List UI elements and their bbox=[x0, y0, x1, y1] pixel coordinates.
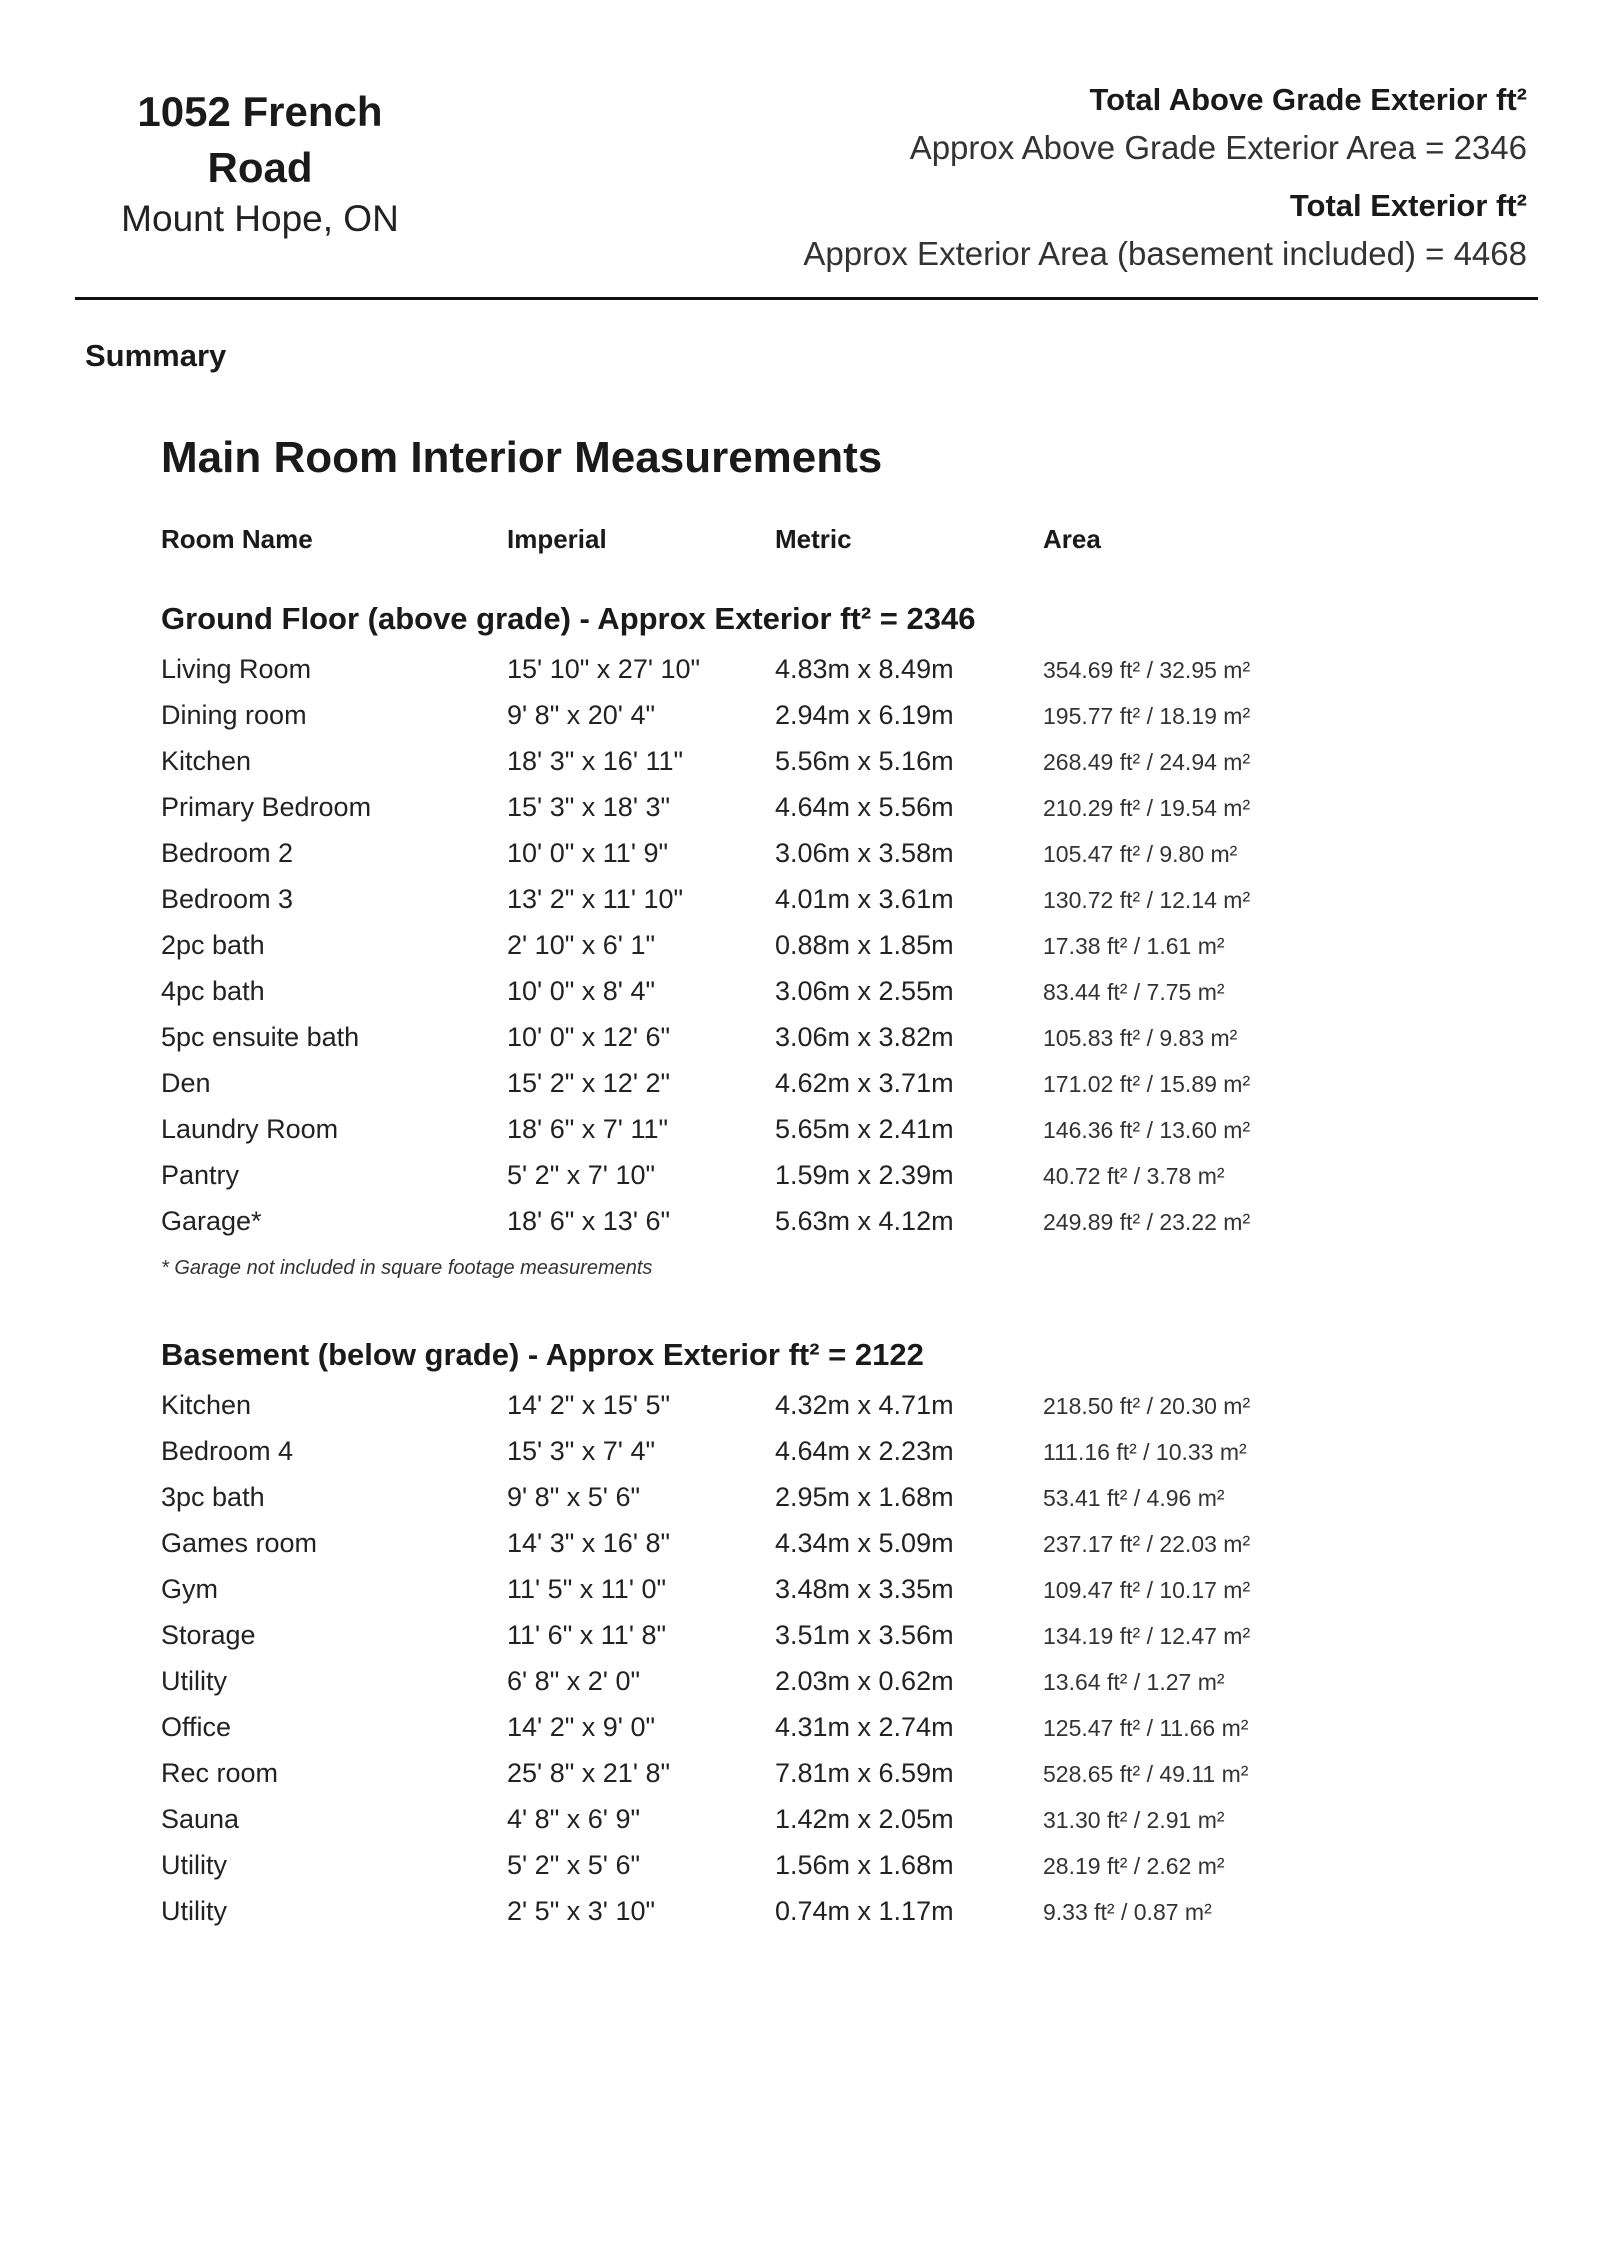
room-area: 109.47 ft² / 10.17 m² bbox=[1043, 1577, 1251, 1603]
imperial-dimensions: 2' 5" x 3' 10" bbox=[507, 1896, 656, 1926]
imperial-dimensions: 9' 8" x 20' 4" bbox=[507, 700, 656, 730]
room-area: 354.69 ft² / 32.95 m² bbox=[1043, 657, 1251, 683]
metric-dimensions: 4.64m x 5.56m bbox=[775, 792, 954, 822]
table-row bbox=[161, 1428, 1411, 1474]
room-name: Pantry bbox=[161, 1160, 240, 1190]
imperial-dimensions: 9' 8" x 5' 6" bbox=[507, 1482, 641, 1512]
room-name: Living Room bbox=[161, 654, 312, 684]
metric-dimensions: 1.42m x 2.05m bbox=[775, 1804, 954, 1834]
room-area: 528.65 ft² / 49.11 m² bbox=[1043, 1761, 1249, 1787]
imperial-dimensions: 18' 3" x 16' 11" bbox=[507, 746, 684, 776]
header-divider bbox=[75, 297, 1538, 300]
address-street: 1052 French Road bbox=[137, 88, 383, 191]
metric-dimensions: 5.65m x 2.41m bbox=[775, 1114, 954, 1144]
section-title: Basement (below grade) - Approx Exterior ft² = 2122 bbox=[161, 1337, 924, 1372]
room-area: 13.64 ft² / 1.27 m² bbox=[1043, 1669, 1225, 1695]
metric-dimensions: 4.83m x 8.49m bbox=[775, 654, 954, 684]
imperial-dimensions: 14' 3" x 16' 8" bbox=[507, 1528, 671, 1558]
area-totals bbox=[803, 76, 1527, 288]
room-area: 125.47 ft² / 11.66 m² bbox=[1043, 1715, 1249, 1741]
imperial-dimensions: 10' 0" x 12' 6" bbox=[507, 1022, 671, 1052]
imperial-dimensions: 10' 0" x 11' 9" bbox=[507, 838, 669, 868]
col-metric: Metric bbox=[775, 524, 852, 554]
table-row bbox=[161, 1060, 1411, 1106]
room-name: Office bbox=[161, 1712, 232, 1742]
table-row bbox=[161, 1704, 1411, 1750]
metric-dimensions: 4.32m x 4.71m bbox=[775, 1390, 954, 1420]
table-row bbox=[161, 738, 1411, 784]
room-area: 31.30 ft² / 2.91 m² bbox=[1043, 1807, 1225, 1833]
table-row bbox=[161, 1014, 1411, 1060]
metric-dimensions: 2.03m x 0.62m bbox=[775, 1666, 954, 1696]
metric-dimensions: 1.56m x 1.68m bbox=[775, 1850, 954, 1880]
room-name: 2pc bath bbox=[161, 930, 265, 960]
column-headers bbox=[161, 516, 1411, 562]
imperial-dimensions: 10' 0" x 8' 4" bbox=[507, 976, 656, 1006]
metric-dimensions: 1.59m x 2.39m bbox=[775, 1160, 954, 1190]
room-name: Kitchen bbox=[161, 746, 252, 776]
metric-dimensions: 4.31m x 2.74m bbox=[775, 1712, 954, 1742]
room-name: 3pc bath bbox=[161, 1482, 265, 1512]
table-row bbox=[161, 1152, 1411, 1198]
table-row bbox=[161, 1842, 1411, 1888]
table-row bbox=[161, 1382, 1411, 1428]
imperial-dimensions: 18' 6" x 7' 11" bbox=[507, 1114, 669, 1144]
room-name: Bedroom 4 bbox=[161, 1436, 294, 1466]
metric-dimensions: 5.63m x 4.12m bbox=[775, 1206, 954, 1236]
table-row bbox=[161, 1612, 1411, 1658]
metric-dimensions: 4.64m x 2.23m bbox=[775, 1436, 954, 1466]
table-row bbox=[161, 692, 1411, 738]
room-name: Games room bbox=[161, 1528, 318, 1558]
room-area: 9.33 ft² / 0.87 m² bbox=[1043, 1899, 1212, 1925]
imperial-dimensions: 18' 6" x 13' 6" bbox=[507, 1206, 671, 1236]
room-area: 210.29 ft² / 19.54 m² bbox=[1043, 795, 1251, 821]
imperial-dimensions: 15' 3" x 18' 3" bbox=[507, 792, 671, 822]
table-row bbox=[161, 1750, 1411, 1796]
imperial-dimensions: 4' 8" x 6' 9" bbox=[507, 1804, 641, 1834]
metric-dimensions: 7.81m x 6.59m bbox=[775, 1758, 954, 1788]
col-room-name: Room Name bbox=[161, 524, 313, 554]
metric-dimensions: 4.01m x 3.61m bbox=[775, 884, 954, 914]
room-name: Utility bbox=[161, 1896, 227, 1926]
table-row bbox=[161, 646, 1411, 692]
metric-dimensions: 2.95m x 1.68m bbox=[775, 1482, 954, 1512]
measurements-section bbox=[161, 430, 1411, 1934]
total-exterior-value: Approx Exterior Area (basement included) = 4468 bbox=[803, 235, 1527, 272]
room-area: 53.41 ft² / 4.96 m² bbox=[1043, 1485, 1225, 1511]
room-area: 218.50 ft² / 20.30 m² bbox=[1043, 1393, 1251, 1419]
table-row bbox=[161, 1106, 1411, 1152]
table-row bbox=[161, 1198, 1411, 1244]
col-imperial: Imperial bbox=[507, 524, 607, 554]
table-row bbox=[161, 1658, 1411, 1704]
room-area: 105.83 ft² / 9.83 m² bbox=[1043, 1025, 1238, 1051]
room-name: Gym bbox=[161, 1574, 218, 1604]
metric-dimensions: 2.94m x 6.19m bbox=[775, 700, 954, 730]
room-name: 4pc bath bbox=[161, 976, 265, 1006]
floor-sections bbox=[161, 594, 1411, 1934]
room-area: 40.72 ft² / 3.78 m² bbox=[1043, 1163, 1225, 1189]
room-name: Storage bbox=[161, 1620, 256, 1650]
room-area: 237.17 ft² / 22.03 m² bbox=[1043, 1531, 1251, 1557]
metric-dimensions: 3.51m x 3.56m bbox=[775, 1620, 954, 1650]
above-grade-heading: Total Above Grade Exterior ft² bbox=[1089, 82, 1527, 117]
imperial-dimensions: 6' 8" x 2' 0" bbox=[507, 1666, 641, 1696]
section-title: Ground Floor (above grade) - Approx Exterior ft² = 2346 bbox=[161, 601, 976, 636]
room-name: Bedroom 3 bbox=[161, 884, 294, 914]
footnote: * Garage not included in square footage measurements bbox=[161, 1257, 653, 1279]
metric-dimensions: 5.56m x 5.16m bbox=[775, 746, 954, 776]
imperial-dimensions: 14' 2" x 9' 0" bbox=[507, 1712, 656, 1742]
metric-dimensions: 4.62m x 3.71m bbox=[775, 1068, 954, 1098]
room-name: Laundry Room bbox=[161, 1114, 339, 1144]
room-area: 111.16 ft² / 10.33 m² bbox=[1043, 1439, 1247, 1465]
metric-dimensions: 4.34m x 5.09m bbox=[775, 1528, 954, 1558]
room-name: Sauna bbox=[161, 1804, 240, 1834]
imperial-dimensions: 5' 2" x 5' 6" bbox=[507, 1850, 641, 1880]
metric-dimensions: 3.48m x 3.35m bbox=[775, 1574, 954, 1604]
room-name: Dining room bbox=[161, 700, 307, 730]
imperial-dimensions: 2' 10" x 6' 1" bbox=[507, 930, 656, 960]
metric-dimensions: 0.88m x 1.85m bbox=[775, 930, 954, 960]
metric-dimensions: 3.06m x 3.58m bbox=[775, 838, 954, 868]
imperial-dimensions: 5' 2" x 7' 10" bbox=[507, 1160, 656, 1190]
room-name: Utility bbox=[161, 1666, 227, 1696]
summary-label: Summary bbox=[85, 338, 227, 373]
above-grade-value: Approx Above Grade Exterior Area = 2346 bbox=[909, 129, 1527, 166]
table-row bbox=[161, 1888, 1411, 1934]
room-area: 195.77 ft² / 18.19 m² bbox=[1043, 703, 1251, 729]
room-name: Kitchen bbox=[161, 1390, 252, 1420]
imperial-dimensions: 13' 2" x 11' 10" bbox=[507, 884, 684, 914]
table-row bbox=[161, 784, 1411, 830]
table-row bbox=[161, 1520, 1411, 1566]
metric-dimensions: 0.74m x 1.17m bbox=[775, 1896, 954, 1926]
imperial-dimensions: 15' 2" x 12' 2" bbox=[507, 1068, 671, 1098]
basement-section bbox=[161, 1330, 1411, 1934]
room-area: 146.36 ft² / 13.60 m² bbox=[1043, 1117, 1251, 1143]
imperial-dimensions: 15' 3" x 7' 4" bbox=[507, 1436, 656, 1466]
room-area: 83.44 ft² / 7.75 m² bbox=[1043, 979, 1225, 1005]
room-name: Bedroom 2 bbox=[161, 838, 294, 868]
page-title: Main Room Interior Measurements bbox=[161, 433, 883, 482]
room-area: 134.19 ft² / 12.47 m² bbox=[1043, 1623, 1251, 1649]
table-row bbox=[161, 968, 1411, 1014]
imperial-dimensions: 14' 2" x 15' 5" bbox=[507, 1390, 671, 1420]
table-row bbox=[161, 876, 1411, 922]
table-row bbox=[161, 1474, 1411, 1520]
table-row bbox=[161, 1566, 1411, 1612]
room-area: 105.47 ft² / 9.80 m² bbox=[1043, 841, 1238, 867]
table-row bbox=[161, 922, 1411, 968]
metric-dimensions: 3.06m x 2.55m bbox=[775, 976, 954, 1006]
room-name: Den bbox=[161, 1068, 211, 1098]
table-row bbox=[161, 1796, 1411, 1842]
room-area: 171.02 ft² / 15.89 m² bbox=[1043, 1071, 1251, 1097]
imperial-dimensions: 11' 5" x 11' 0" bbox=[507, 1574, 667, 1604]
total-exterior-heading: Total Exterior ft² bbox=[1289, 188, 1527, 223]
table-row bbox=[161, 830, 1411, 876]
metric-dimensions: 3.06m x 3.82m bbox=[775, 1022, 954, 1052]
imperial-dimensions: 15' 10" x 27' 10" bbox=[507, 654, 701, 684]
room-area: 249.89 ft² / 23.22 m² bbox=[1043, 1209, 1251, 1235]
room-name: Utility bbox=[161, 1850, 227, 1880]
address-city: Mount Hope, ON bbox=[121, 198, 399, 239]
property-address bbox=[85, 84, 435, 242]
room-name: Garage* bbox=[161, 1206, 262, 1236]
imperial-dimensions: 11' 6" x 11' 8" bbox=[507, 1620, 667, 1650]
room-area: 130.72 ft² / 12.14 m² bbox=[1043, 887, 1251, 913]
room-area: 28.19 ft² / 2.62 m² bbox=[1043, 1853, 1225, 1879]
room-name: Rec room bbox=[161, 1758, 279, 1788]
ground-floor-section bbox=[161, 594, 1411, 1282]
col-area: Area bbox=[1043, 524, 1101, 554]
room-name: Primary Bedroom bbox=[161, 792, 372, 822]
room-area: 268.49 ft² / 24.94 m² bbox=[1043, 749, 1251, 775]
room-area: 17.38 ft² / 1.61 m² bbox=[1043, 933, 1225, 959]
room-name: 5pc ensuite bath bbox=[161, 1022, 360, 1052]
imperial-dimensions: 25' 8" x 21' 8" bbox=[507, 1758, 671, 1788]
